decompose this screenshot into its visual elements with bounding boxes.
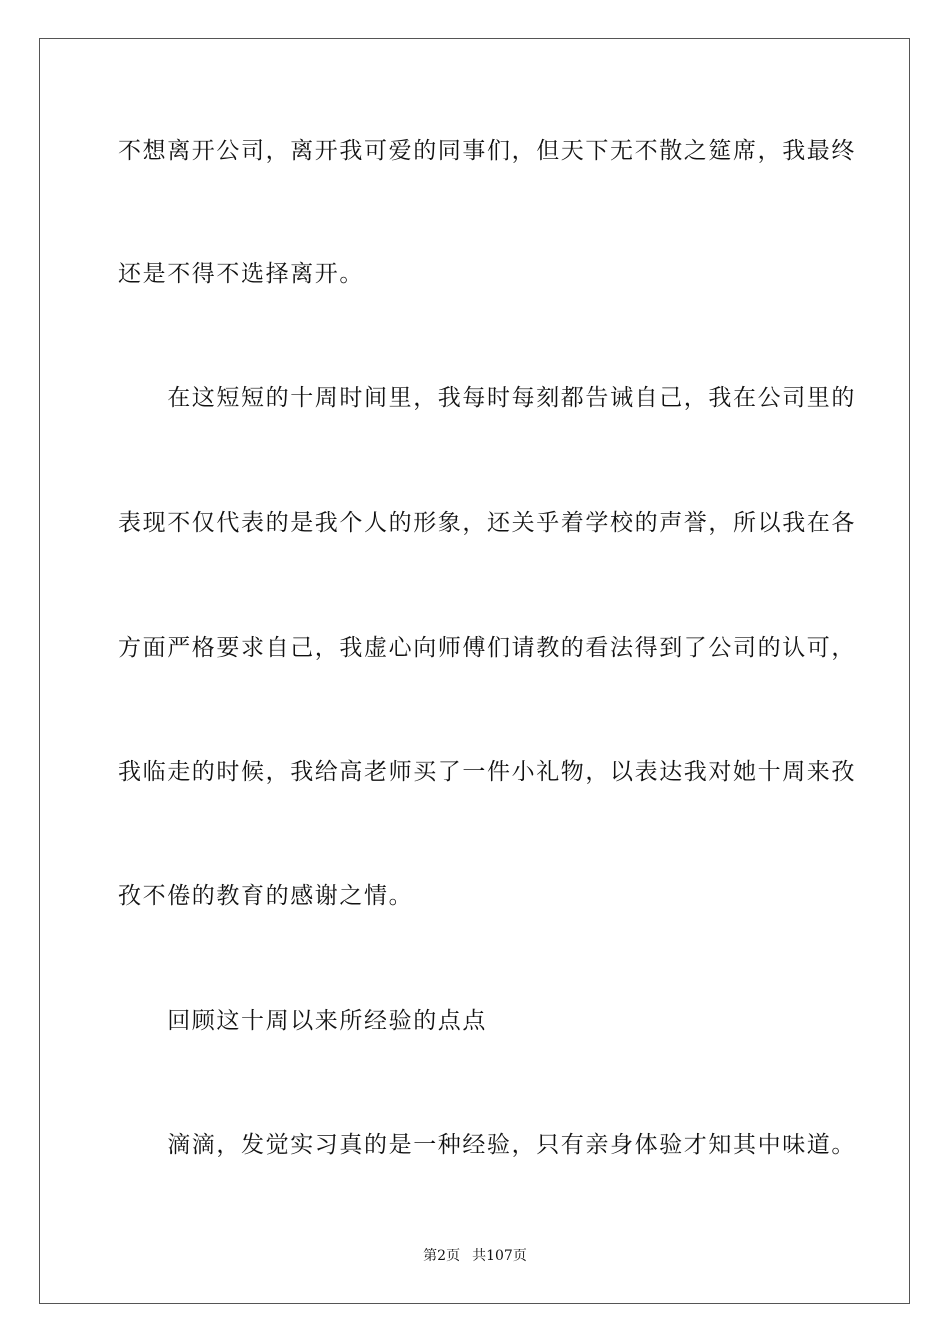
body-line-6: 我临走的时候，我给高老师买了一件小礼物，以表达我对她十周来孜: [118, 759, 856, 785]
page-footer: [0, 1247, 950, 1265]
body-line-3: 在这短短的十周时间里，我每时每刻都告诫自己，我在公司里的: [118, 385, 856, 411]
body-line-1: 不想离开公司，离开我可爱的同事们，但天下无不散之筵席，我最终: [118, 138, 856, 164]
body-line-5: 方面严格要求自己，我虚心向师傅们请教的看法得到了公司的认可，: [118, 635, 856, 661]
page-number: 第2页: [423, 1248, 461, 1264]
total-pages: 共107页: [472, 1248, 527, 1264]
page-border: [39, 38, 910, 1304]
body-line-4: 表现不仅代表的是我个人的形象，还关乎着学校的声誉，所以我在各: [118, 510, 856, 536]
body-line-2: 还是不得不选择离开。: [118, 261, 364, 287]
body-line-9: 滴滴，发觉实习真的是一种经验，只有亲身体验才知其中味道。: [118, 1132, 856, 1158]
body-line-7: 孜不倦的教育的感谢之情。: [118, 883, 414, 909]
body-line-8: 回顾这十周以来所经验的点点: [118, 1008, 487, 1034]
